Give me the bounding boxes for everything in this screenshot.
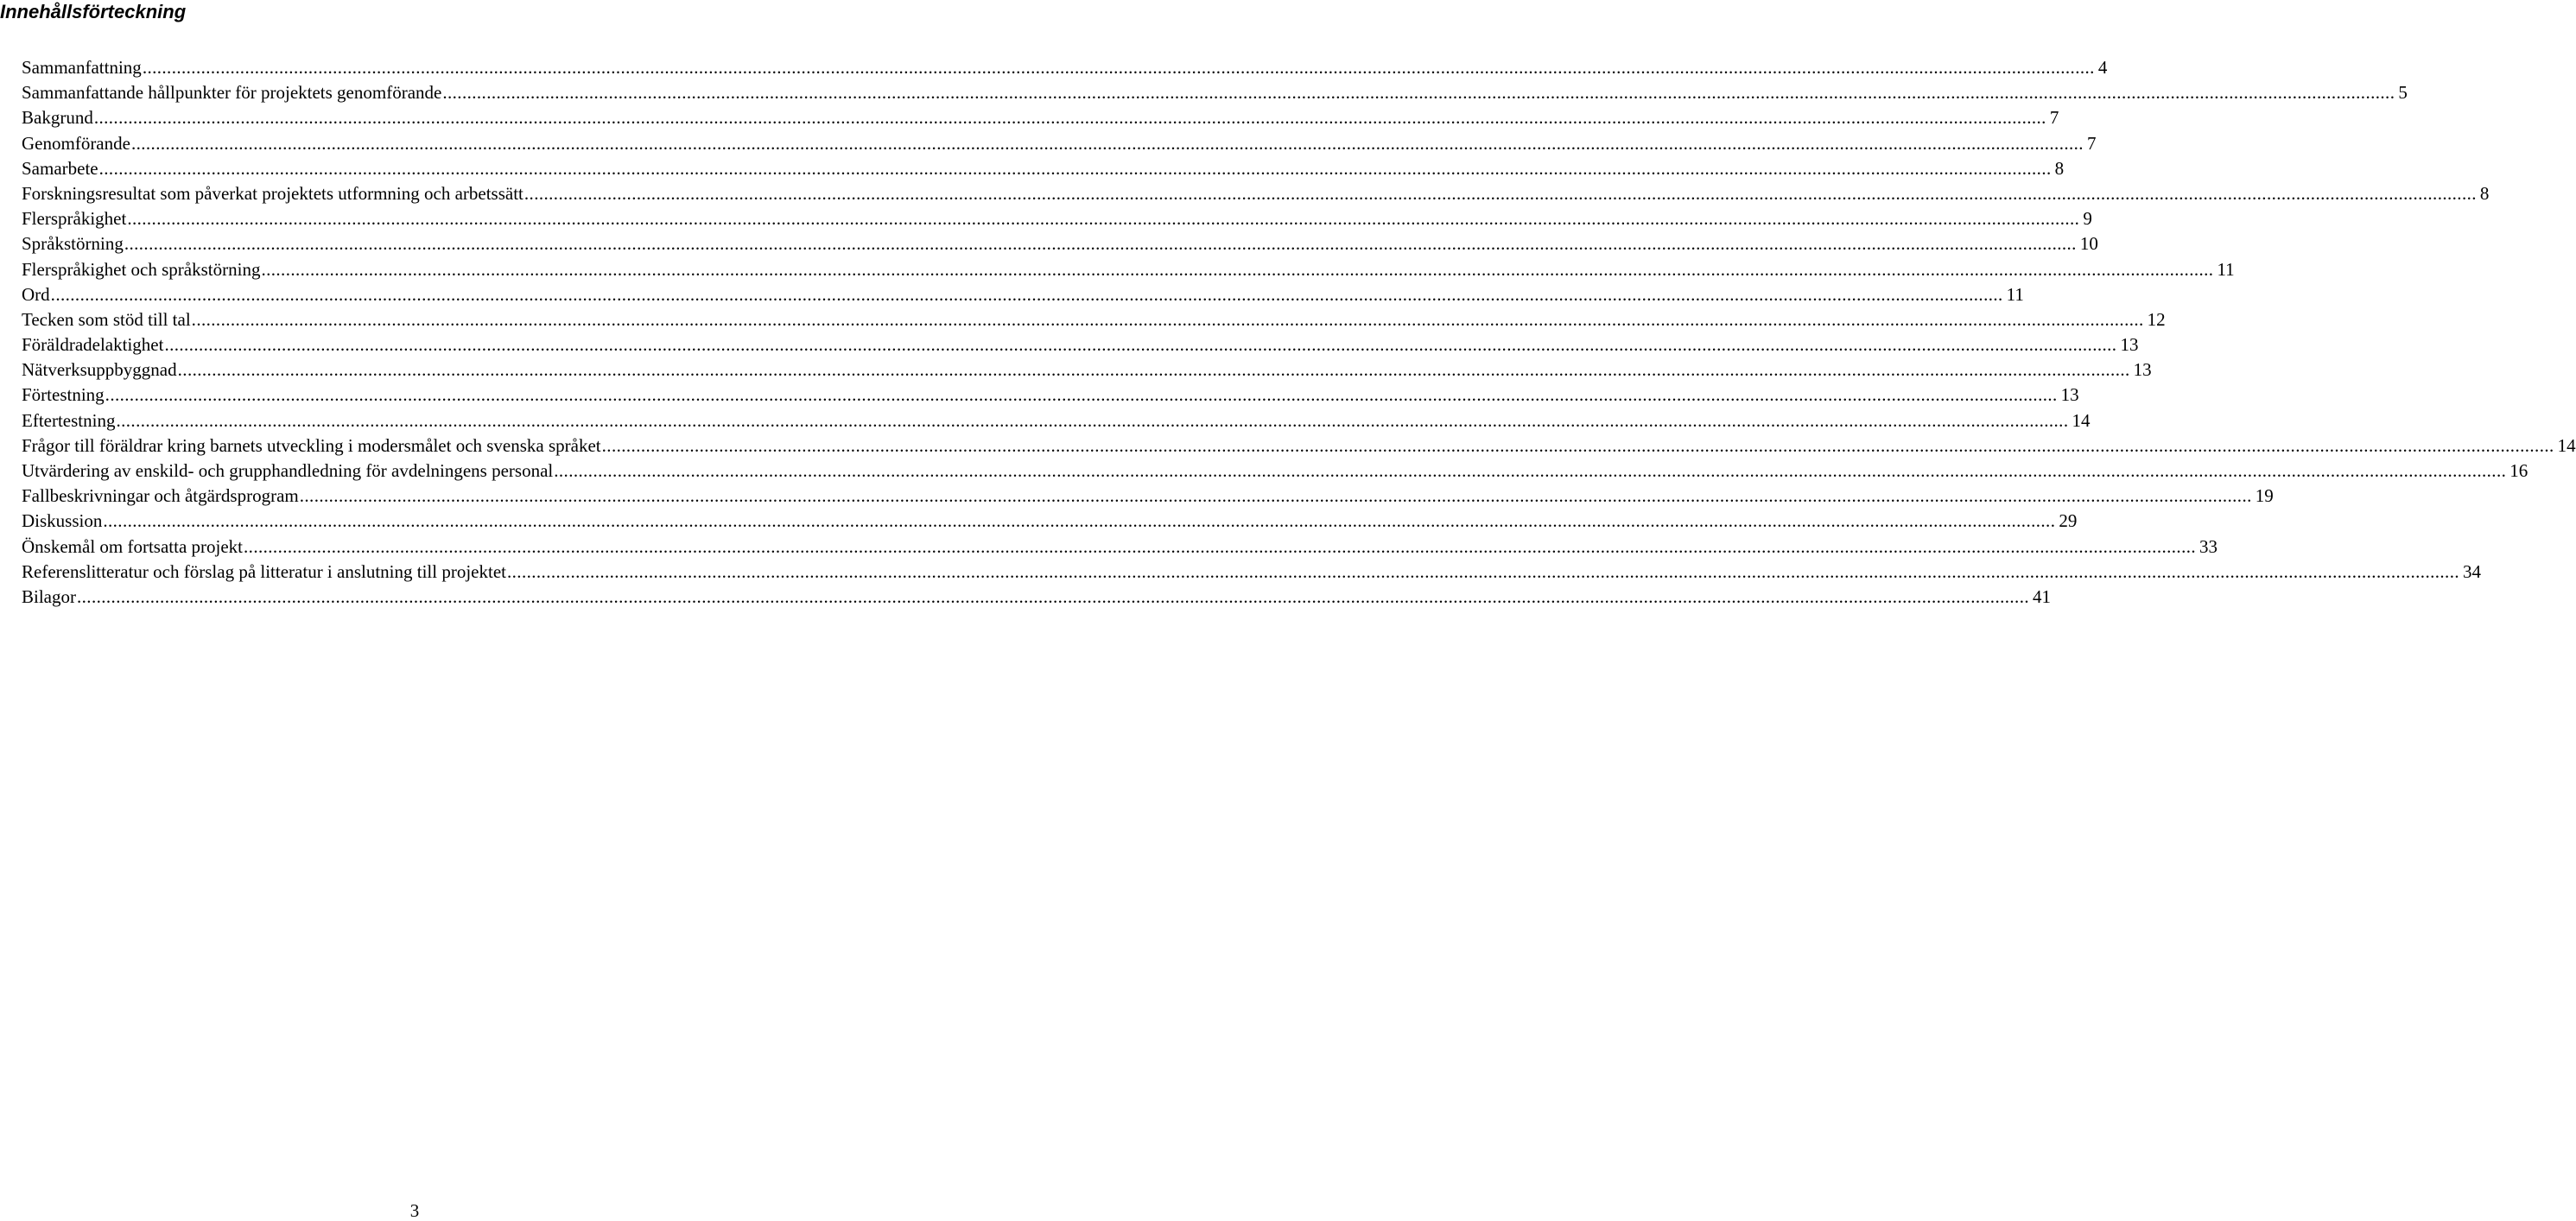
toc-leader-dots: ................................................................................................................................................................................................................................................................................................................................................................................................................ <box>261 258 2214 280</box>
toc-leader-dots: ................................................................................................................................................................................................................................................................................................................................................................................................................ <box>103 510 2056 532</box>
toc-leader-dots: ................................................................................................................................................................................................................................................................................................................................................................................................................ <box>130 132 2084 154</box>
toc-entry-page: 29 <box>2059 510 2078 532</box>
page-number: 3 <box>409 1200 420 1221</box>
toc-entry[interactable] <box>22 131 2097 156</box>
toc-entry-label: Fallbeskrivningar och åtgärdsprogram <box>22 485 299 507</box>
toc-entry-label: Eftertestning <box>22 409 116 431</box>
toc-leader-dots: ................................................................................................................................................................................................................................................................................................................................................................................................................ <box>299 485 2252 507</box>
toc-leader-dots: ................................................................................................................................................................................................................................................................................................................................................................................................................ <box>244 535 2197 557</box>
toc-entry-page: 9 <box>2083 208 2092 230</box>
toc-leader-dots: ................................................................................................................................................................................................................................................................................................................................................................................................................ <box>127 208 2080 230</box>
toc-entry-label: Diskussion <box>22 510 103 532</box>
toc-entry[interactable] <box>22 105 2059 130</box>
toc-leader-dots: ................................................................................................................................................................................................................................................................................................................................................................................................................ <box>554 460 2507 481</box>
toc-entry-page: 13 <box>2060 384 2079 406</box>
toc-entry[interactable] <box>22 383 2079 408</box>
table-of-contents <box>22 55 2576 610</box>
toc-entry-label: Önskemål om fortsatta projekt <box>22 535 244 557</box>
toc-entry-label: Flerspråkighet <box>22 208 127 230</box>
toc-entry-label: Flerspråkighet och språkstörning <box>22 258 261 280</box>
toc-entry-page: 11 <box>2006 283 2024 305</box>
toc-entry-page: 14 <box>2072 409 2091 431</box>
toc-entry-label: Nätverksuppbyggnad <box>22 359 177 381</box>
toc-entry-page: 7 <box>2049 107 2059 129</box>
toc-entry-page: 41 <box>2033 585 2051 607</box>
toc-entry-page: 8 <box>2054 157 2065 179</box>
toc-leader-dots: ................................................................................................................................................................................................................................................................................................................................................................................................................ <box>116 409 2069 431</box>
toc-entry[interactable] <box>22 80 2408 105</box>
toc-entry[interactable] <box>22 509 2078 534</box>
page-title: Innehållsförteckning <box>0 1 187 22</box>
toc-entry-label: Frågor till föräldrar kring barnets utveckling i modersmålet och svenska språket <box>22 434 601 456</box>
toc-entry[interactable] <box>22 181 2490 206</box>
toc-entry-page: 19 <box>2255 485 2274 507</box>
toc-leader-dots: ................................................................................................................................................................................................................................................................................................................................................................................................................ <box>77 585 2029 607</box>
toc-entry[interactable] <box>22 560 2481 585</box>
toc-entry[interactable] <box>22 459 2528 484</box>
toc-entry-label: Föräldradelaktighet <box>22 334 164 356</box>
toc-entry-page: 13 <box>2120 334 2139 356</box>
toc-entry[interactable] <box>22 55 2108 80</box>
toc-leader-dots: ................................................................................................................................................................................................................................................................................................................................................................................................................ <box>98 157 2052 179</box>
toc-leader-dots: ................................................................................................................................................................................................................................................................................................................................................................................................................ <box>442 82 2395 104</box>
toc-entry[interactable] <box>22 307 2166 332</box>
toc-entry-page: 11 <box>2217 258 2235 280</box>
toc-leader-dots: ................................................................................................................................................................................................................................................................................................................................................................................................................ <box>93 107 2046 129</box>
toc-entry[interactable] <box>22 408 2091 433</box>
toc-entry[interactable] <box>22 282 2024 307</box>
toc-entry-label: Tecken som stöd till tal <box>22 308 191 330</box>
toc-leader-dots: ................................................................................................................................................................................................................................................................................................................................................................................................................ <box>601 434 2554 456</box>
toc-entry[interactable] <box>22 206 2092 231</box>
toc-entry-label: Utvärdering av enskild- och grupphandledning för avdelningens personal <box>22 460 554 481</box>
toc-entry-label: Språkstörning <box>22 233 124 255</box>
toc-entry-label: Bilagor <box>22 585 76 607</box>
toc-leader-dots: ................................................................................................................................................................................................................................................................................................................................................................................................................ <box>177 359 2130 381</box>
toc-leader-dots: ................................................................................................................................................................................................................................................................................................................................................................................................................ <box>105 384 2058 406</box>
toc-entry-label: Förtestning <box>22 384 105 406</box>
toc-entry-label: Samarbete <box>22 157 98 179</box>
toc-entry-page: 12 <box>2147 308 2166 330</box>
toc-entry-label: Ord <box>22 283 50 305</box>
toc-entry[interactable] <box>22 357 2152 383</box>
toc-entry[interactable] <box>22 433 2576 459</box>
toc-entry-page: 4 <box>2097 57 2108 78</box>
toc-entry-page: 16 <box>2509 460 2528 481</box>
toc-leader-dots: ................................................................................................................................................................................................................................................................................................................................................................................................................ <box>191 308 2144 330</box>
toc-leader-dots: ................................................................................................................................................................................................................................................................................................................................................................................................................ <box>50 283 2003 305</box>
toc-entry-page: 34 <box>2463 560 2481 582</box>
toc-entry[interactable] <box>22 484 2274 509</box>
toc-entry-label: Forskningsresultat som påverkat projektets utformning och arbetssätt <box>22 182 523 204</box>
toc-leader-dots: ................................................................................................................................................................................................................................................................................................................................................................................................................ <box>142 57 2095 78</box>
toc-entry-page: 10 <box>2079 233 2098 255</box>
toc-entry-page: 5 <box>2398 82 2408 104</box>
toc-leader-dots: ................................................................................................................................................................................................................................................................................................................................................................................................................ <box>523 182 2477 204</box>
toc-entry-page: 7 <box>2086 132 2097 154</box>
toc-entry[interactable] <box>22 585 2051 610</box>
toc-entry-label: Sammanfattning <box>22 57 142 78</box>
toc-entry-label: Genomförande <box>22 132 130 154</box>
toc-leader-dots: ................................................................................................................................................................................................................................................................................................................................................................................................................ <box>507 560 2459 582</box>
toc-entry-page: 13 <box>2133 359 2152 381</box>
toc-entry-page: 14 <box>2557 434 2576 456</box>
toc-entry[interactable] <box>22 156 2065 181</box>
toc-entry[interactable] <box>22 231 2098 256</box>
toc-entry[interactable] <box>22 257 2235 282</box>
toc-entry[interactable] <box>22 332 2139 357</box>
toc-leader-dots: ................................................................................................................................................................................................................................................................................................................................................................................................................ <box>124 233 2077 255</box>
toc-entry[interactable] <box>22 535 2218 560</box>
toc-entry-page: 8 <box>2479 182 2490 204</box>
toc-entry-label: Sammanfattande hållpunkter för projektets genomförande <box>22 82 442 104</box>
toc-entry-page: 33 <box>2199 535 2218 557</box>
toc-entry-label: Bakgrund <box>22 107 93 129</box>
toc-leader-dots: ................................................................................................................................................................................................................................................................................................................................................................................................................ <box>164 334 2117 356</box>
toc-entry-label: Referenslitteratur och förslag på litteratur i anslutning till projektet <box>22 560 506 582</box>
